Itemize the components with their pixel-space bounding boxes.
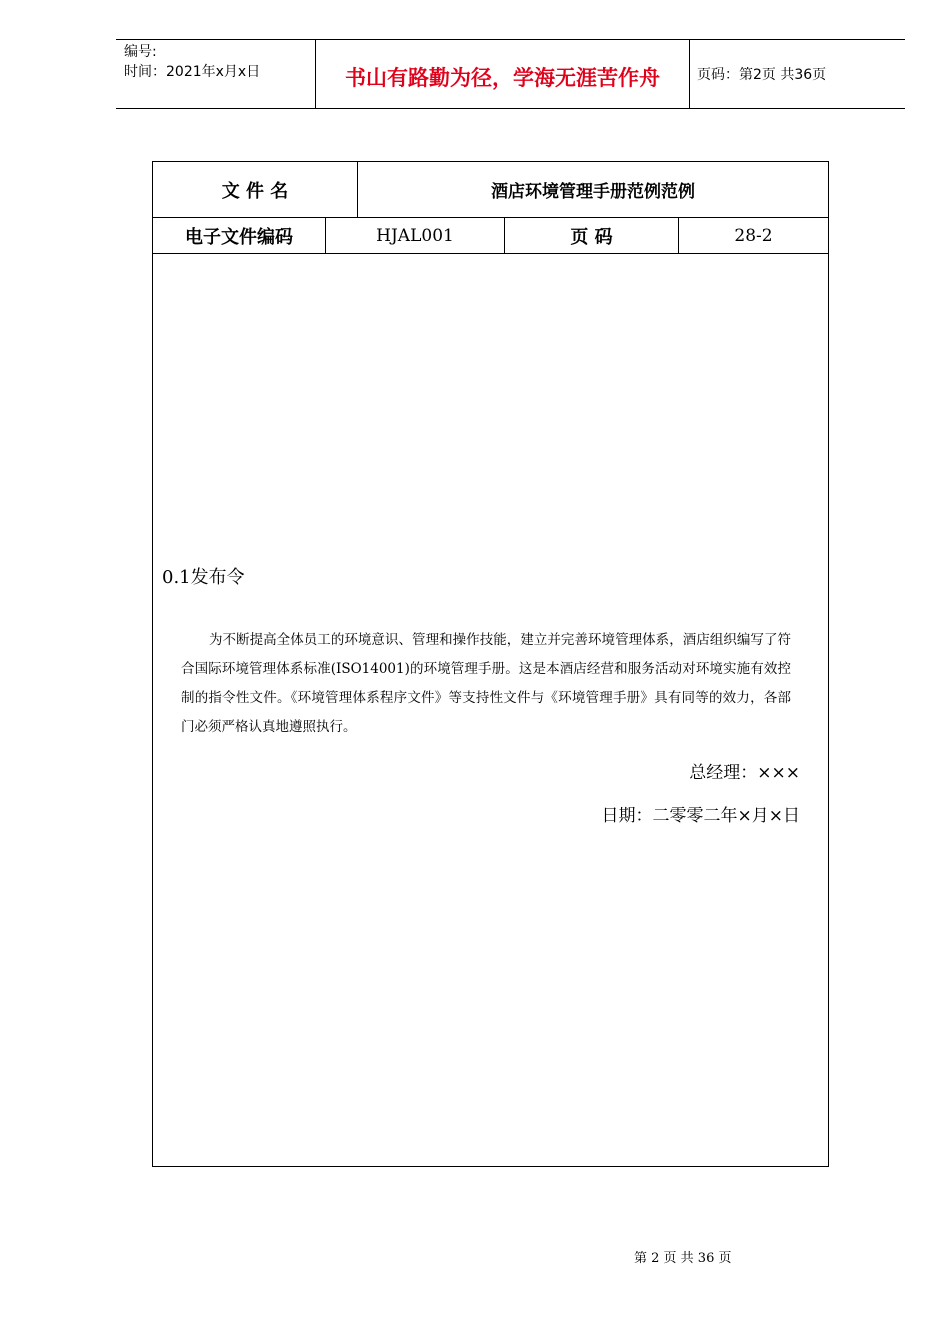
code-row	[153, 218, 828, 254]
header-meta	[124, 42, 260, 82]
signer-line: 总经理：×××	[689, 763, 800, 783]
code-value: HJAL001	[376, 225, 454, 246]
number-label: 编号:	[124, 44, 157, 60]
file-name-label: 文 件 名	[221, 180, 289, 202]
date-line: 日期：二零零二年×月×日	[601, 806, 800, 826]
header-motto: 书山有路勤为径，学海无涯苦作舟	[345, 66, 660, 90]
header-page-info: 页码：第2页 共36页	[697, 67, 827, 83]
file-name-value: 酒店环境管理手册范例范例	[491, 182, 695, 202]
page-header	[116, 39, 905, 109]
code-label: 电子文件编码	[185, 226, 293, 248]
header-divider	[689, 40, 690, 108]
time-label: 时间：2021年x月x日	[124, 64, 261, 80]
body-paragraph: 为不断提高全体员工的环境意识、管理和操作技能，建立并完善环境管理体系，酒店组织编写了符合国际环境管理体系标准(ISO14001)的环境管理手册。这是本酒店经营和服务活动对环境实施有效控制的指令性文件。《环境管理体系程序文件》等支持性文件与《环境管理手册》具有同等的效力，各部门必须严格认真地遵照执行。	[181, 632, 791, 735]
section-title: 0.1发布令	[162, 567, 245, 588]
page-footer: 第 2 页 共 36 页	[634, 1251, 732, 1266]
page-label: 页 码	[570, 226, 613, 248]
page-value: 28-2	[734, 225, 773, 246]
document-frame	[152, 161, 829, 1167]
file-name-row	[153, 162, 828, 218]
